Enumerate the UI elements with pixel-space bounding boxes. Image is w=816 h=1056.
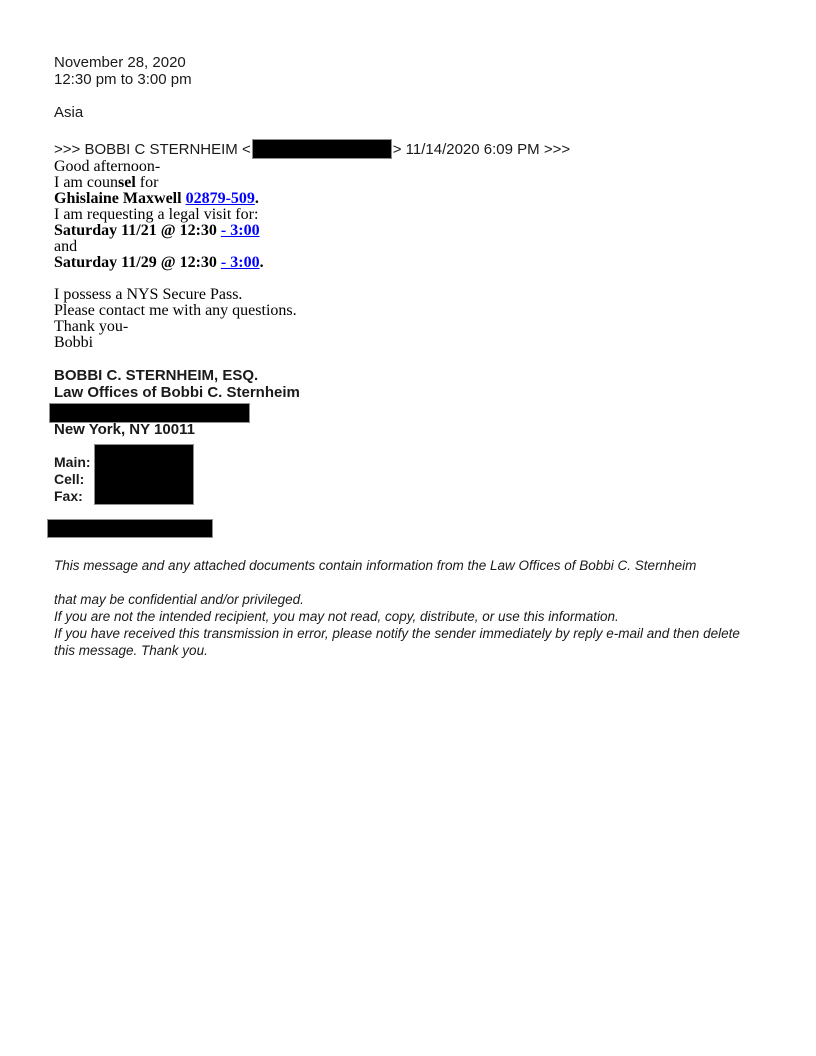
visit-date-line-1: Saturday 11/21 @ 12:30 - 3:00 bbox=[54, 222, 260, 239]
phone-labels bbox=[54, 444, 94, 505]
phone-label-main: Main: bbox=[54, 454, 91, 470]
groupwise-message-header bbox=[54, 139, 764, 159]
contact-line: Please contact me with any questions. bbox=[54, 302, 297, 319]
visitor-name: Asia bbox=[54, 104, 84, 121]
visit-time-link-1[interactable]: - 3:00 bbox=[220, 222, 260, 239]
confidentiality-disclaimer bbox=[54, 557, 754, 659]
header-sender-prefix: >>> BOBBI C STERNHEIM < bbox=[54, 140, 251, 158]
visit-time-link-2[interactable]: - 3:00 bbox=[220, 254, 260, 271]
greeting-line: Good afternoon- bbox=[54, 158, 161, 175]
register-number-link[interactable]: 02879-509 bbox=[185, 190, 255, 207]
street-address-redaction bbox=[49, 403, 250, 423]
blank-line bbox=[54, 271, 764, 287]
signature-block bbox=[54, 367, 764, 538]
header-timestamp-suffix: > 11/14/2020 6:09 PM >>> bbox=[392, 140, 571, 158]
thanks-line: Thank you- bbox=[54, 318, 129, 335]
signoff-line: Bobbi bbox=[54, 334, 94, 351]
disclaimer-line-4: If you have received this transmission in error, please notify the sender immediately by reply e-mail and then delete this message. Thank you. bbox=[54, 626, 740, 658]
email-body bbox=[54, 159, 764, 351]
visit-time-range: 12:30 pm to 3:00 pm bbox=[54, 71, 192, 88]
conjunction-line: and bbox=[54, 238, 78, 255]
secure-pass-line: I possess a NYS Secure Pass. bbox=[54, 286, 243, 303]
disclaimer-line-3: If you are not the intended recipient, you may not read, copy, distribute, or use this information. bbox=[54, 609, 619, 624]
request-line: I am requesting a legal visit for: bbox=[54, 206, 259, 223]
sender-email-redaction bbox=[252, 139, 392, 159]
signature-name: BOBBI C. STERNHEIM, ESQ. bbox=[54, 367, 259, 384]
disclaimer-line-2: that may be confidential and/or privileged. bbox=[54, 592, 304, 607]
signature-firm: Law Offices of Bobbi C. Sternheim bbox=[54, 384, 300, 401]
disclaimer-line-1: This message and any attached documents contain information from the Law Offices of Bobbi C. Sternheim bbox=[54, 558, 697, 573]
signature-city: New York, NY 10011 bbox=[54, 421, 195, 438]
client-name: Ghislaine Maxwell bbox=[54, 190, 186, 207]
phone-label-cell: Cell: bbox=[54, 471, 85, 487]
counsel-line: I am counsel for bbox=[54, 174, 159, 191]
visit-date-line-2: Saturday 11/29 @ 12:30 - 3:00. bbox=[54, 254, 264, 271]
phone-label-fax: Fax: bbox=[54, 488, 83, 504]
visit-meta bbox=[54, 54, 764, 88]
phone-numbers-redaction bbox=[94, 444, 194, 505]
client-line: Ghislaine Maxwell 02879-509. bbox=[54, 190, 259, 207]
email-address-redaction bbox=[47, 519, 213, 538]
visit-date: November 28, 2020 bbox=[54, 54, 186, 71]
phone-block bbox=[54, 444, 764, 505]
